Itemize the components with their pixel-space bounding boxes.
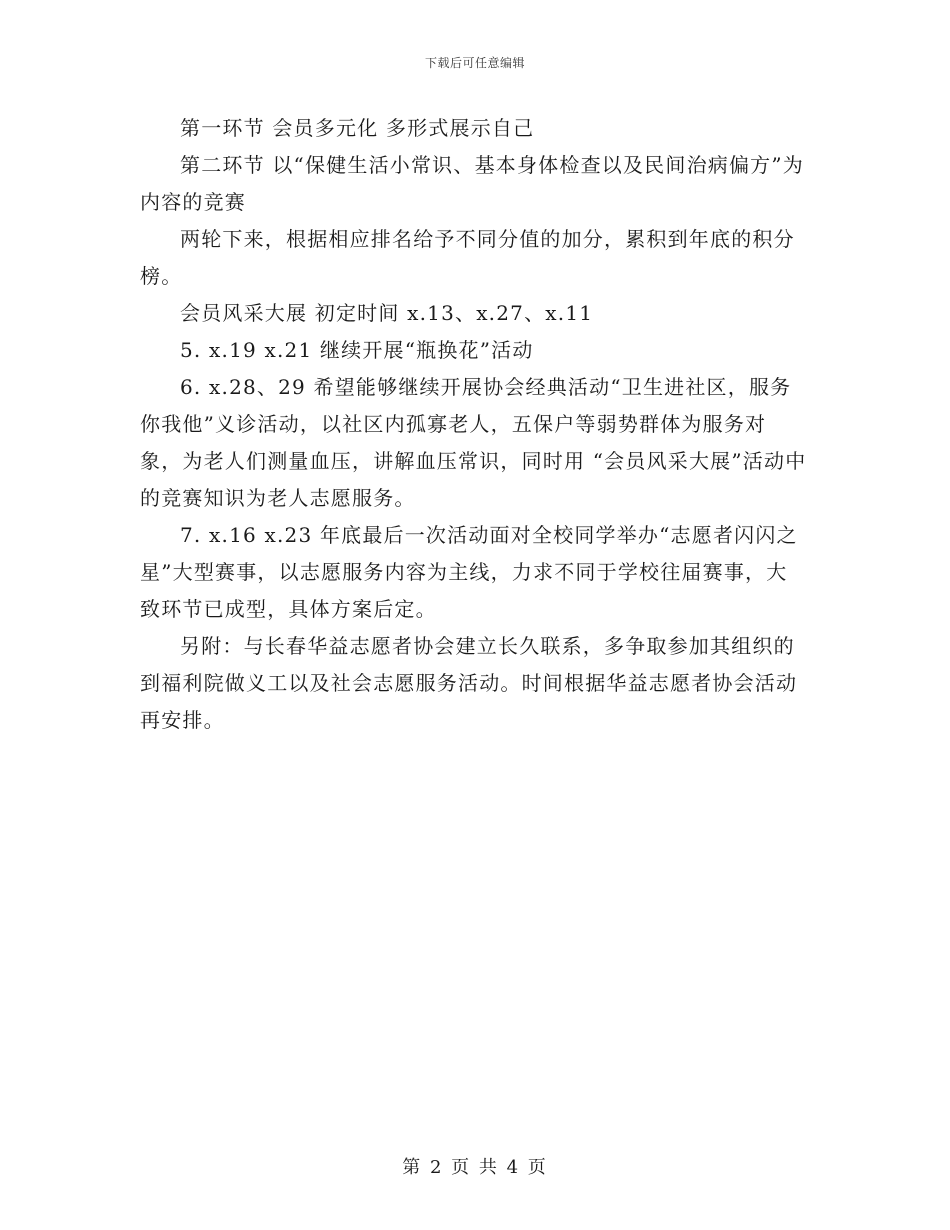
header-note: 下载后可任意编辑 bbox=[424, 56, 525, 70]
paragraph-item-7: 7. x.16 x.23 年底最后一次活动面对全校同学举办“志愿者闪闪之星”大型赛事，以志愿服务内容为主线，力求不同于学校往届赛事，大致环节已成型，具体方案后定。 bbox=[140, 523, 798, 621]
document-body bbox=[140, 110, 808, 739]
paragraph-stage-two: 第二环节 以“保健生活小常识、基本身体检查以及民间治病偏方”为内容的竞赛 bbox=[140, 153, 805, 214]
paragraph-appendix: 另附：与长春华益志愿者协会建立长久联系，多争取参加其组织的到福利院做义工以及社会志愿服务活动。时间根据华益志愿者协会活动再安排。 bbox=[140, 634, 798, 732]
paragraph-scoring: 两轮下来，根据相应排名给予不同分值的加分，累积到年底的积分榜。 bbox=[140, 227, 795, 288]
page-number-footer: 第 2 页 共 4 页 bbox=[402, 1157, 548, 1178]
paragraph-item-6: 6. x.28、29 希望能够继续开展协会经典活动“卫生进社区，服务你我他”义诊活动，以社区内孤寡老人，五保户等弱势群体为服务对象，为老人们测量血压，讲解血压常识，同时用 “会员风采大展”活动中的竞赛知识为老人志愿服务。 bbox=[140, 375, 807, 510]
paragraph-member-showcase: 会员风采大展 初定时间 x.13、x.27、x.11 bbox=[180, 301, 594, 325]
paragraph-stage-one: 第一环节 会员多元化 多形式展示自己 bbox=[180, 116, 535, 140]
paragraph-item-5: 5. x.19 x.21 继续开展“瓶换花”活动 bbox=[180, 338, 534, 362]
